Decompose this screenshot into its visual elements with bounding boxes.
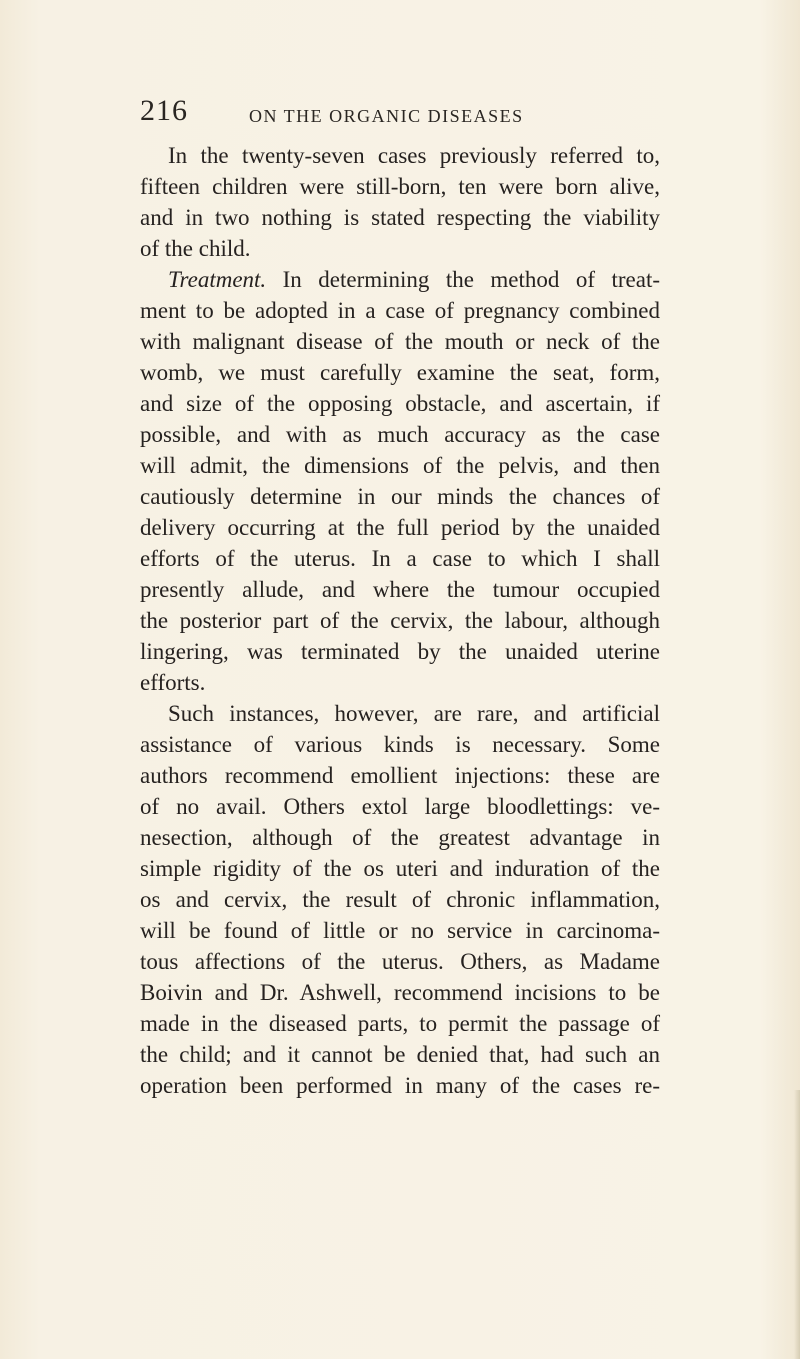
text-line: of no avail. Others extol large bloodlettings: ve-: [140, 794, 660, 819]
text-line: presently allude, and where the tumour occupied: [140, 577, 660, 602]
text-line: fifteen children were still-born, ten were born alive,: [140, 174, 660, 199]
page-header: [0, 94, 800, 134]
text-line: of the child.: [140, 236, 251, 261]
text-line: delivery occurring at the full period by the unaided: [140, 515, 660, 540]
text-line: will admit, the dimensions of the pelvis, and then: [140, 453, 660, 478]
text-line: assistance of various kinds is necessary. Some: [140, 732, 660, 757]
text-line: efforts of the uterus. In a case to which I shall: [140, 546, 660, 571]
text-line: with malignant disease of the mouth or neck of the: [140, 329, 660, 354]
text-line: the child; and it cannot be denied that, had such an: [140, 1042, 660, 1067]
text-line: operation been performed in many of the cases re-: [140, 1073, 660, 1098]
text-line: and in two nothing is stated respecting the viability: [140, 205, 660, 230]
text-line: possible, and with as much accuracy as the case: [140, 422, 660, 447]
section-heading-treatment: Treatment.: [168, 267, 267, 292]
page-edge-shadow: [794, 1090, 800, 1359]
text-line: cautiously determine in our minds the chances of: [140, 484, 660, 509]
text-line: will be found of little or no service in carcinoma-: [140, 918, 660, 943]
text-line: lingering, was terminated by the unaided uterine: [140, 639, 660, 664]
text-line: simple rigidity of the os uteri and induration of the: [140, 856, 660, 881]
body-text: [140, 140, 660, 1101]
text-line: In the twenty-seven cases previously referred to,: [168, 143, 660, 168]
text-line: the posterior part of the cervix, the labour, although: [140, 608, 660, 633]
page-number: 216: [140, 94, 188, 127]
text-line: [140, 264, 660, 295]
text-line-content: In determining the method of treat-: [266, 267, 660, 292]
text-line: authors recommend emollient injections: these are: [140, 763, 660, 788]
text-line: efforts.: [140, 670, 206, 695]
text-line: ment to be adopted in a case of pregnancy combined: [140, 298, 660, 323]
text-line: womb, we must carefully examine the seat, form,: [140, 360, 660, 385]
text-line: tous affections of the uterus. Others, as Madame: [140, 949, 660, 974]
text-line: made in the diseased parts, to permit the passage of: [140, 1011, 660, 1036]
running-head: ON THE ORGANIC DISEASES: [249, 106, 524, 126]
text-line: Such instances, however, are rare, and artificial: [168, 701, 660, 726]
text-line: and size of the opposing obstacle, and ascertain, if: [140, 391, 660, 416]
text-line: Boivin and Dr. Ashwell, recommend incisions to be: [140, 980, 660, 1005]
text-line: os and cervix, the result of chronic inflammation,: [140, 887, 660, 912]
text-line: nesection, although of the greatest advantage in: [140, 825, 660, 850]
